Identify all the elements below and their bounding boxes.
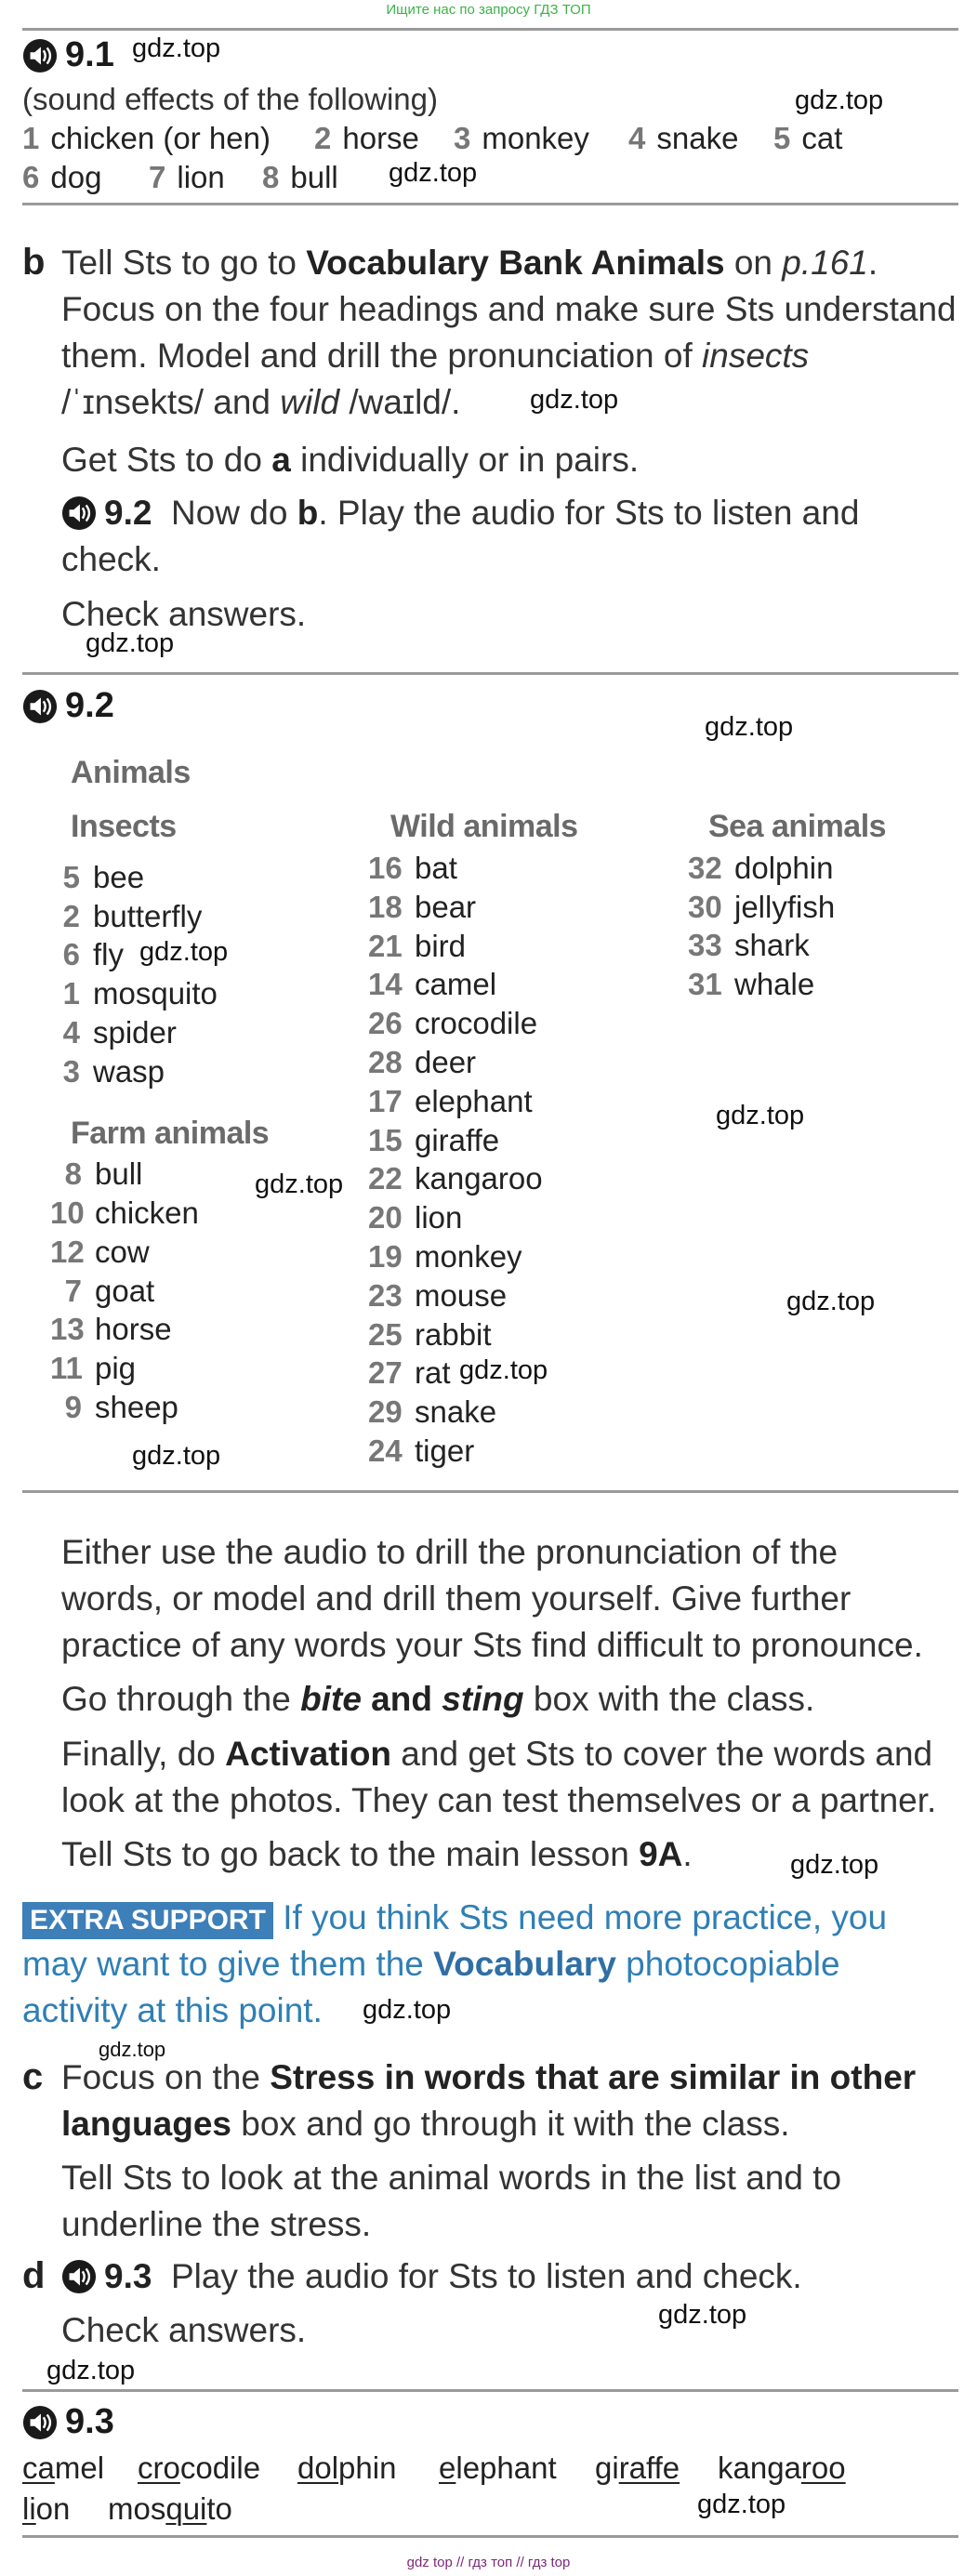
list-item: 3 wasp (62, 1054, 165, 1089)
list-item: 26 crocodile (368, 1006, 538, 1041)
list-item: 6 fly (62, 937, 124, 971)
divider (22, 203, 958, 205)
divider (22, 28, 958, 31)
wild-animals-heading: Wild animals (390, 809, 578, 844)
farm-animals-heading: Farm animals (71, 1116, 270, 1151)
watermark: gdz.top (255, 1169, 344, 1199)
step-d-paragraph-2: Check answers. (61, 2311, 307, 2349)
watermark: gdz.top (705, 712, 794, 742)
watermark: gdz.top (530, 385, 619, 415)
stress-word: mosquito (108, 2491, 232, 2526)
watermark: gdz.top (99, 2038, 166, 2061)
watermark: gdz.top (459, 1355, 548, 1385)
answer-item: 6 dog (22, 160, 102, 194)
stress-word: camel (22, 2451, 105, 2485)
sea-animals-heading: Sea animals (708, 809, 887, 844)
list-item: 29 snake (368, 1394, 497, 1430)
watermark: gdz.top (139, 937, 229, 967)
watermark: gdz.top (132, 33, 221, 63)
step-b-paragraph-3: 9.2 Now do b. Play the audio for Sts to listen and check. (61, 494, 860, 578)
watermark: gdz.top (389, 158, 478, 188)
bottom-banner[interactable]: gdz top // гдз топ // гдз top (406, 2555, 571, 2570)
step-c-paragraph-2: Tell Sts to look at the animal words in the list and to underline the stress. (61, 2159, 842, 2243)
list-item: 10 chicken (50, 1196, 199, 1230)
list-item: 19 monkey (368, 1239, 522, 1274)
stress-word: giraffe (595, 2451, 680, 2485)
extra-support-block: EXTRA SUPPORT If you think Sts need more practice, you may want to give them the Vocabulary photocopiable activity at this point. (22, 1898, 888, 2029)
audio-number: 9.3 (65, 2402, 114, 2441)
list-item: 31 whale (688, 967, 815, 1001)
list-item: 5 bee (62, 860, 145, 894)
speaker-icon (22, 689, 58, 724)
answer-item: 4 snake (628, 121, 739, 155)
audio-heading-9-2[interactable] (22, 686, 114, 726)
section-subtitle: (sound effects of the following) (22, 82, 438, 116)
watermark: gdz.top (786, 1287, 876, 1316)
animals-heading: Animals (71, 755, 191, 790)
step-letter-b: b (22, 242, 46, 283)
step-letter-c: c (22, 2056, 44, 2097)
step-b-paragraph-4: Check answers. (61, 595, 307, 633)
divider (22, 2535, 958, 2538)
list-item: 25 rabbit (368, 1316, 492, 1352)
paragraph-activation: Finally, do Activation and get Sts to cover the words and look at the photos. They can test themselves or a partner. (61, 1735, 937, 1819)
insects-heading: Insects (71, 809, 177, 844)
divider (22, 1490, 958, 1493)
list-item: 32 dolphin (688, 851, 834, 885)
step-d-paragraph-1: 9.3 Play the audio for Sts to listen and check. (61, 2253, 802, 2300)
list-item: 28 deer (368, 1045, 477, 1079)
top-banner[interactable]: Ищите нас по запросу ГДЗ ТОП (386, 2, 591, 18)
stress-word: kangaroo (718, 2451, 846, 2485)
list-item: 27 rat (368, 1355, 451, 1391)
list-item: 8 bull (64, 1156, 143, 1191)
speaker-icon (22, 38, 58, 73)
paragraph-drill: Either use the audio to drill the pronunciation of the words, or model and drill them yourself. Give further practice of any words your Sts find difficult to pronounce. (61, 1533, 923, 1664)
list-item: 9 sheep (64, 1390, 178, 1424)
list-item: 14 camel (368, 967, 497, 1002)
list-item: 24 tiger (368, 1433, 475, 1468)
watermark: gdz.top (363, 1995, 452, 2025)
list-item: 17 elephant (368, 1083, 533, 1118)
list-item: 30 jellyfish (688, 890, 836, 924)
list-item: 22 kangaroo (368, 1161, 543, 1196)
step-b-paragraph-2: Get Sts to do a individually or in pairs. (61, 441, 640, 479)
watermark: gdz.top (132, 1441, 221, 1471)
list-item: 16 bat (368, 851, 457, 885)
answer-item: 8 bull (262, 160, 338, 194)
divider (22, 2389, 958, 2392)
list-item: 13 horse (50, 1312, 172, 1346)
list-item: 20 lion (368, 1200, 463, 1235)
list-item: 1 mosquito (62, 976, 218, 1011)
paragraph-back-to-lesson: Tell Sts to go back to the main lesson 9A. (61, 1835, 693, 1873)
step-b-paragraph-1: Tell Sts to go to Vocabulary Bank Animals on p.161. Focus on the four headings and make sure Sts understand them. Model and drill the pronunciation of insects /ˈɪnsekts/ and wild /waɪld/. (61, 244, 957, 421)
watermark: gdz.top (716, 1101, 805, 1130)
step-c-paragraph-1: Focus on the Stress in words that are similar in other languages box and go through it with the class. (61, 2058, 917, 2143)
answer-item: 7 lion (149, 160, 225, 194)
list-item: 21 bird (368, 928, 467, 963)
audio-heading-9-1[interactable] (22, 35, 114, 75)
list-item: 4 spider (62, 1015, 177, 1050)
watermark: gdz.top (697, 2490, 786, 2519)
stress-word: elephant (439, 2451, 557, 2485)
answer-item: 5 cat (773, 121, 843, 155)
audio-heading-9-3[interactable] (22, 2402, 114, 2442)
stress-word: crocodile (138, 2451, 261, 2485)
answer-item: 3 monkey (454, 121, 589, 155)
speaker-icon (22, 2405, 58, 2440)
list-item: 33 shark (688, 928, 810, 962)
list-item: 2 butterfly (62, 899, 203, 933)
watermark: gdz.top (86, 628, 175, 658)
list-item: 11 pig (50, 1351, 137, 1385)
stress-word: lion (22, 2491, 71, 2526)
watermark: gdz.top (795, 86, 884, 115)
list-item: 18 bear (368, 889, 477, 924)
answer-item: 2 horse (314, 121, 419, 155)
speaker-icon[interactable] (61, 2259, 97, 2294)
list-item: 12 cow (50, 1235, 150, 1269)
audio-number: 9.2 (65, 686, 114, 725)
audio-number: 9.1 (65, 35, 114, 74)
watermark: gdz.top (46, 2356, 136, 2385)
watermark: gdz.top (790, 1850, 879, 1880)
step-letter-d: d (22, 2255, 46, 2296)
list-item: 23 mouse (368, 1277, 508, 1313)
list-item: 7 goat (64, 1274, 155, 1308)
extra-support-tag: EXTRA SUPPORT (22, 1902, 273, 1939)
list-item: 15 giraffe (368, 1122, 500, 1157)
answer-item: 1 chicken (or hen) (22, 121, 271, 155)
stress-word: dolphin (297, 2451, 397, 2485)
watermark: gdz.top (658, 2300, 747, 2330)
divider (22, 672, 958, 675)
paragraph-bite-sting: Go through the bite and sting box with the class. (61, 1680, 815, 1718)
speaker-icon[interactable] (61, 495, 97, 531)
